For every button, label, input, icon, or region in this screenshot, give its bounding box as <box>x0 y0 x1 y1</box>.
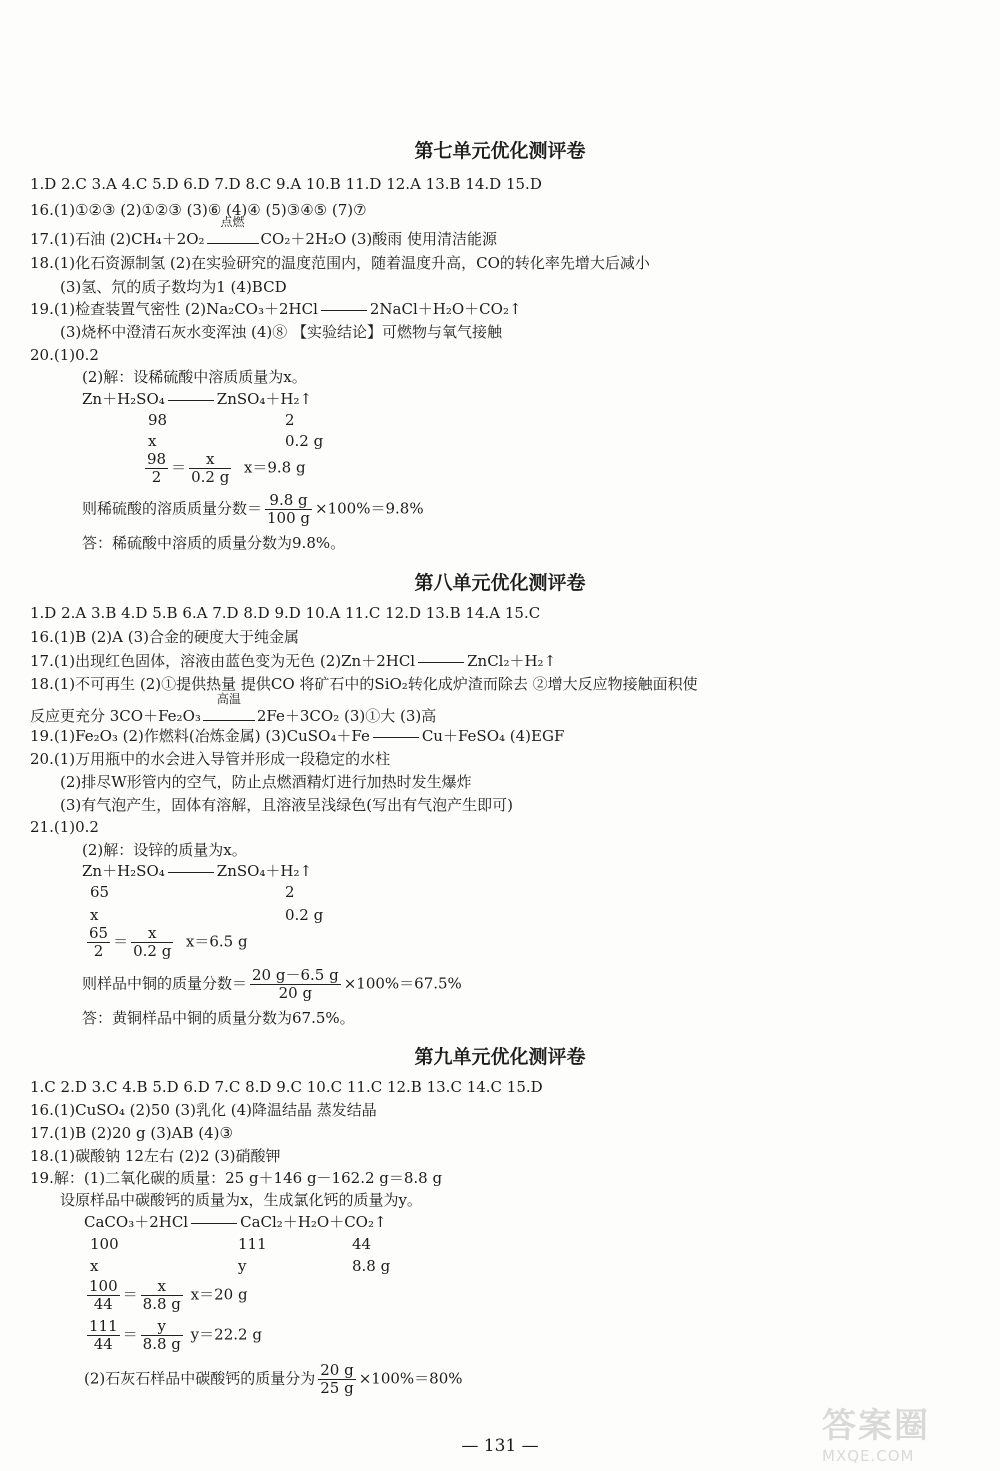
s8-proportion: $\frac{65}{2}$ ＝ $\frac{x}{0.2 g}$ x＝6.5 g <box>89 924 248 960</box>
ratio-value: x <box>90 906 99 924</box>
s8-q19: 19.(1)Fe₂O₃ (2)作燃料(冶炼金属) (3)CuSO₄＋Fe Cu＋FeSO₄ (4)EGF <box>30 727 565 745</box>
s8-equation: Zn＋H₂SO₄ ZnSO₄＋H₂↑ <box>82 862 313 880</box>
s7-mass-fraction: 则稀硫酸的溶质质量分数＝ $\frac{9.8 g}{100 g}$ ×100%＝9.8% <box>82 491 424 527</box>
s9-q17: 17.(1)B (2)20 g (3)AB (4)③ <box>30 1124 233 1142</box>
s9-q19: 19.解：(1)二氧化碳的质量：25 g＋146 g－162.2 g＝8.8 g <box>30 1169 443 1187</box>
s7-q19: 19.(1)检查装置气密性 (2)Na₂CO₃＋2HCl 2NaCl＋H₂O＋CO₂↑ <box>30 300 522 318</box>
page-number: — 131 — <box>461 1436 539 1456</box>
ratio-value: 98 <box>148 411 168 429</box>
s8-q21-solution: (2)解：设锌的质量为x。 <box>82 841 247 859</box>
s8-q18-cont: 反应更充分 3CO＋Fe₂O₃ 高温 2Fe＋3CO₂ (3)①大 (3)高 <box>30 692 437 725</box>
s7-equation: Zn＋H₂SO₄ ZnSO₄＋H₂↑ <box>82 390 313 408</box>
s7-choice-answers: 1.D 2.C 3.A 4.C 5.D 6.D 7.D 8.C 9.A 10.B 11.D 12.A 13.B 14.D 15.D <box>30 175 542 193</box>
section-8-title: 第八单元优化测评卷 <box>414 572 586 594</box>
s9-mass-fraction: (2)石灰石样品中碳酸钙的质量分为 $\frac{20 g}{25 g}$ ×100%＝80% <box>84 1361 463 1397</box>
s7-q16: 16.(1)①②③ (2)①②③ (3)⑥ (4)④ (5)③④⑤ (7)⑦ <box>30 201 367 219</box>
s7-q20: 20.(1)0.2 <box>30 346 99 364</box>
ratio-value: 2 <box>285 883 295 901</box>
s7-answer: 答：稀硫酸中溶质的质量分数为9.8%。 <box>82 534 346 552</box>
s9-equation: CaCO₃＋2HCl CaCl₂＋H₂O＋CO₂↑ <box>84 1213 387 1231</box>
s7-q19-cont: (3)烧杯中澄清石灰水变浑浊 (4)⑧ 【实验结论】可燃物与氧气接触 <box>60 323 503 341</box>
s7-proportion: $\frac{98}{2}$ ＝ $\frac{x}{0.2 g}$ x＝9.8 g <box>147 450 306 486</box>
s8-q20-3: (3)有气泡产生，固体有溶解，且溶液呈浅绿色(写出有气泡产生即可) <box>60 796 513 814</box>
s7-q18: 18.(1)化石资源制氢 (2)在实验研究的温度范围内，随着温度升高，CO的转化率先增大后减小 <box>30 254 650 272</box>
ratio-value: x <box>90 1257 99 1275</box>
s8-choice-answers: 1.D 2.A 3.B 4.D 5.B 6.A 7.D 8.D 9.D 10.A 11.C 12.D 13.B 14.A 15.C <box>30 604 541 622</box>
s9-proportion-1: $\frac{100}{44}$ ＝ $\frac{x}{8.8 g}$ x＝20 g <box>89 1277 248 1313</box>
ratio-value: 100 <box>90 1235 119 1253</box>
s9-choice-answers: 1.C 2.D 3.C 4.B 5.D 6.D 7.C 8.D 9.C 10.C 11.C 12.B 13.C 14.C 15.D <box>30 1078 543 1096</box>
s7-q20-solution: (2)解：设稀硫酸中溶质质量为x。 <box>82 368 307 386</box>
s8-mass-fraction: 则样品中铜的质量分数＝ $\frac{20 g-6.5 g}{20 g}$ ×100%＝67.5% <box>82 966 462 1002</box>
s8-answer: 答：黄铜样品中铜的质量分数为67.5%。 <box>82 1009 355 1027</box>
watermark-logo: 答案圈 MXQE.COM <box>822 1406 930 1465</box>
ratio-value: 44 <box>352 1235 372 1253</box>
s9-proportion-2: $\frac{111}{44}$ ＝ $\frac{y}{8.8 g}$ y＝22.2 g <box>89 1317 262 1353</box>
s8-q17: 17.(1)出现红色固体，溶液由蓝色变为无色 (2)Zn＋2HCl ZnCl₂＋H₂↑ <box>30 652 557 670</box>
s8-q20-2: (2)排尽W形管内的空气，防止点燃酒精灯进行加热时发生爆炸 <box>60 773 472 791</box>
condition-arrow: 点燃 <box>207 229 259 249</box>
s8-q20: 20.(1)万用瓶中的水会进入导管并形成一段稳定的水柱 <box>30 750 391 768</box>
s9-q18: 18.(1)碳酸钠 12左右 (2)2 (3)硝酸钾 <box>30 1147 281 1165</box>
ratio-value: 65 <box>90 883 110 901</box>
condition-arrow: 高温 <box>203 706 255 726</box>
ratio-value: 2 <box>285 411 295 429</box>
ratio-value: y <box>238 1257 247 1275</box>
s8-q21: 21.(1)0.2 <box>30 818 99 836</box>
ratio-value: 0.2 g <box>285 906 324 924</box>
s9-q16: 16.(1)CuSO₄ (2)50 (3)乳化 (4)降温结晶 蒸发结晶 <box>30 1101 377 1119</box>
ratio-value: 111 <box>238 1235 267 1253</box>
s9-q19-setup: 设原样品中碳酸钙的质量为x，生成氯化钙的质量为y。 <box>60 1191 422 1209</box>
section-7-title: 第七单元优化测评卷 <box>414 140 586 162</box>
ratio-value: 8.8 g <box>352 1257 391 1275</box>
s8-q16: 16.(1)B (2)A (3)合金的硬度大于纯金属 <box>30 628 299 646</box>
s8-q18: 18.(1)不可再生 (2)①提供热量 提供CO 将矿石中的SiO₂转化成炉渣而除去 ②增大反应物接触面积使 <box>30 675 698 693</box>
ratio-value: 0.2 g <box>285 432 324 450</box>
s7-q18-cont: (3)氢、氘的质子数均为1 (4)BCD <box>60 278 287 296</box>
ratio-value: x <box>148 432 157 450</box>
s7-q17: 17.(1)石油 (2)CH₄＋2O₂ 点燃 CO₂＋2H₂O (3)酸雨 使用清洁能源 <box>30 215 498 248</box>
section-9-title: 第九单元优化测评卷 <box>414 1046 586 1068</box>
